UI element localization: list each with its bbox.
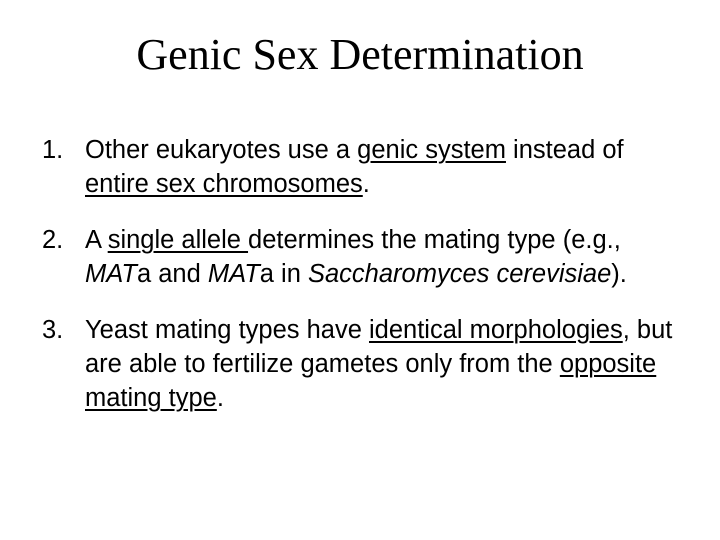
- item-text: [85, 226, 627, 288]
- species-name: Saccharomyces cerevisiae: [307, 260, 612, 288]
- bullet-list: [42, 133, 692, 437]
- key-term: entire sex chromosomes: [85, 170, 363, 198]
- text-segment: a in: [259, 260, 308, 288]
- text-segment: a and: [136, 260, 208, 288]
- list-item: [42, 313, 692, 415]
- text-segment: , but are able to fertilize gametes only from the: [85, 316, 673, 378]
- item-text: [85, 136, 624, 198]
- item-text: [85, 316, 672, 412]
- key-term: identical morphologies: [369, 316, 623, 344]
- gene-name: MAT: [207, 260, 260, 288]
- list-item: [42, 133, 692, 201]
- text-segment: .: [362, 170, 370, 198]
- text-segment: determines the mating type (e.g.,: [248, 226, 621, 254]
- gene-name: MAT: [85, 260, 137, 288]
- item-number: 3.: [42, 316, 64, 344]
- key-term: opposite mating type: [85, 350, 657, 412]
- text-segment: Other eukaryotes use a: [85, 136, 358, 164]
- item-number: 1.: [42, 136, 64, 164]
- slide-title: Genic Sex Determination: [136, 30, 584, 79]
- text-segment: ).: [611, 260, 627, 288]
- item-number: 2.: [42, 226, 64, 254]
- text-segment: Yeast mating types have: [85, 316, 369, 344]
- text-segment: instead of: [505, 136, 624, 164]
- text-segment: A: [85, 226, 108, 254]
- key-term: single allele: [107, 226, 249, 254]
- text-segment: .: [216, 384, 224, 412]
- key-term: genic system: [357, 136, 506, 164]
- list-item: [42, 223, 692, 291]
